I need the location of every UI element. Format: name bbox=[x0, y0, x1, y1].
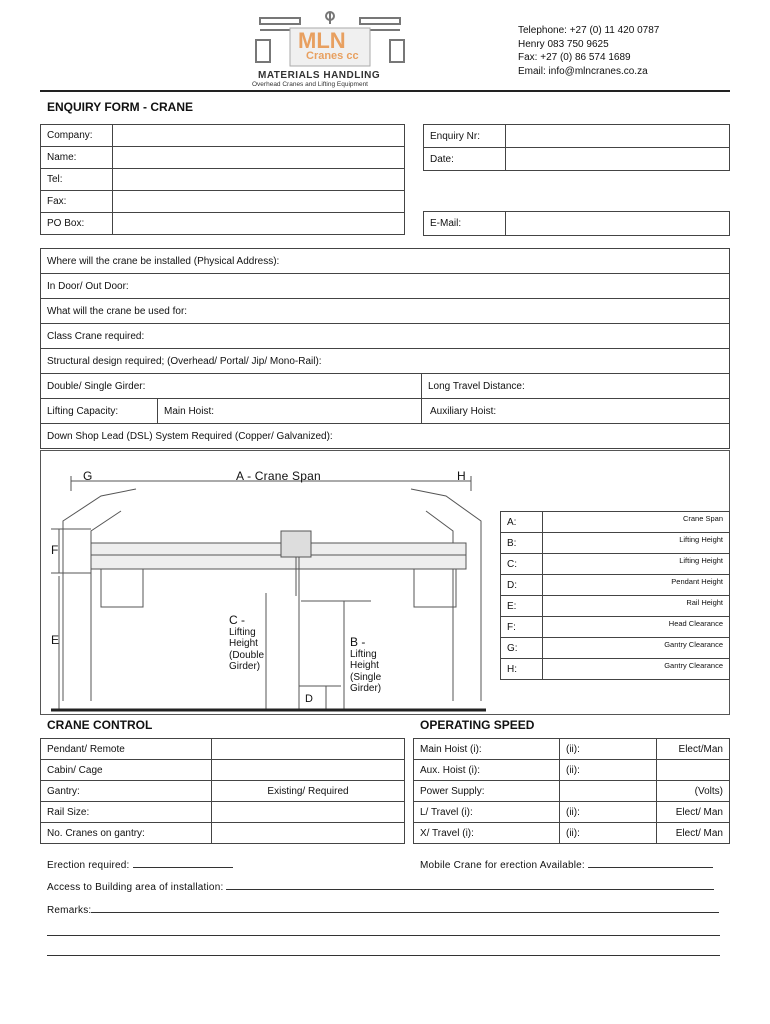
dimension-row bbox=[501, 533, 730, 554]
mobile-crane-label: Mobile Crane for erection Available: bbox=[420, 860, 588, 871]
dimension-field[interactable] bbox=[543, 659, 730, 680]
logo-mln-text: MLN bbox=[298, 28, 346, 53]
speed-mid: (ii): bbox=[566, 827, 580, 839]
speed-right-field[interactable] bbox=[657, 739, 730, 760]
crane-class-label: Class Crane required: bbox=[47, 330, 145, 342]
crane-control-row bbox=[41, 739, 405, 760]
dimension-key: E: bbox=[501, 596, 543, 617]
label-e: E bbox=[51, 633, 60, 647]
label-c-line1: Lifting bbox=[229, 626, 256, 638]
dimension-field[interactable] bbox=[543, 575, 730, 596]
access-building bbox=[47, 880, 714, 893]
aux-hoist-label: Auxiliary Hoist: bbox=[430, 405, 497, 417]
crane-control-row bbox=[41, 781, 405, 802]
dimension-field[interactable] bbox=[543, 554, 730, 575]
crane-control-row bbox=[41, 802, 405, 823]
label-c-line4: Girder) bbox=[229, 661, 261, 672]
operating-speed-heading: OPERATING SPEED bbox=[420, 718, 535, 732]
speed-row bbox=[414, 781, 730, 802]
dimension-desc: Lifting Height bbox=[679, 535, 723, 544]
dimension-key: B: bbox=[501, 533, 543, 554]
access-field[interactable] bbox=[226, 880, 714, 890]
dsl-field[interactable] bbox=[41, 424, 730, 449]
dimension-field[interactable] bbox=[543, 533, 730, 554]
email-text: Email: info@mlncranes.co.za bbox=[518, 65, 648, 77]
access-label: Access to Building area of installation: bbox=[47, 882, 227, 893]
crane-control-label: Pendant/ Remote bbox=[41, 739, 212, 760]
crane-class-field[interactable] bbox=[41, 324, 730, 349]
crane-details-table bbox=[40, 248, 730, 449]
dimension-key: F: bbox=[501, 617, 543, 638]
label-h: H bbox=[457, 469, 466, 483]
dimension-row bbox=[501, 554, 730, 575]
contact-row-label: Tel: bbox=[41, 169, 113, 191]
contact-row bbox=[41, 125, 405, 147]
crane-control-field[interactable] bbox=[212, 823, 405, 844]
aux-hoist-field[interactable] bbox=[422, 399, 730, 424]
label-b-line3: (Single bbox=[350, 671, 382, 683]
contact-row-field[interactable] bbox=[113, 125, 405, 147]
dimension-row bbox=[501, 512, 730, 533]
header-rule bbox=[40, 90, 730, 92]
speed-right-field[interactable] bbox=[657, 802, 730, 823]
label-f: F bbox=[51, 543, 59, 557]
label-g: G bbox=[83, 469, 93, 483]
dimension-desc: Pendant Height bbox=[671, 577, 723, 586]
main-hoist-label: Main Hoist: bbox=[164, 405, 215, 417]
structural-design-label: Structural design required; (Overhead/ Portal/ Jip/ Mono-Rail): bbox=[47, 355, 322, 367]
dimension-table bbox=[500, 511, 730, 680]
logo-sub-text: Cranes cc bbox=[306, 50, 359, 62]
company-logo bbox=[250, 10, 410, 90]
speed-mid-field[interactable] bbox=[560, 823, 657, 844]
contact-row bbox=[41, 191, 405, 213]
speed-mid-field[interactable] bbox=[560, 802, 657, 823]
crane-control-label: Gantry: bbox=[41, 781, 212, 802]
dimension-desc: Gantry Clearance bbox=[664, 640, 723, 649]
contact-row-field[interactable] bbox=[113, 169, 405, 191]
label-b: B - bbox=[350, 635, 366, 649]
remarks-label: Remarks: bbox=[47, 905, 92, 916]
dimension-row bbox=[501, 596, 730, 617]
crane-use-field[interactable] bbox=[41, 299, 730, 324]
dimension-row bbox=[501, 638, 730, 659]
email-label: E-Mail: bbox=[424, 212, 506, 236]
dimension-field[interactable] bbox=[543, 638, 730, 659]
dimension-desc: Crane Span bbox=[682, 514, 723, 523]
label-a: A - Crane Span bbox=[236, 469, 321, 483]
label-c: C - bbox=[229, 613, 245, 627]
gantry-value: Existing/ Required bbox=[267, 785, 349, 797]
crane-control-field[interactable] bbox=[212, 739, 405, 760]
label-c-line3: (Double bbox=[229, 649, 265, 661]
speed-row bbox=[414, 823, 730, 844]
indoor-outdoor-field[interactable] bbox=[41, 274, 730, 299]
speed-label: Main Hoist (i): bbox=[414, 739, 560, 760]
enquiry-info-table bbox=[423, 124, 730, 171]
operating-speed-table bbox=[413, 738, 730, 844]
crane-control-field[interactable] bbox=[212, 802, 405, 823]
contact-row-field[interactable] bbox=[113, 191, 405, 213]
structural-design-field[interactable] bbox=[41, 349, 730, 374]
speed-row bbox=[414, 739, 730, 760]
install-address-field[interactable] bbox=[41, 249, 730, 274]
label-c-block bbox=[229, 615, 264, 673]
dimension-desc: Rail Height bbox=[686, 598, 723, 607]
dimension-desc: Gantry Clearance bbox=[664, 661, 723, 670]
label-d: D bbox=[305, 693, 314, 705]
contact-row-label: Name: bbox=[41, 147, 113, 169]
speed-right-field[interactable] bbox=[657, 823, 730, 844]
telephone-text: Telephone: +27 (0) 11 420 0787 bbox=[518, 25, 660, 36]
long-travel-label: Long Travel Distance: bbox=[428, 380, 525, 392]
dimension-key: H: bbox=[501, 659, 543, 680]
speed-label: X/ Travel (i): bbox=[414, 823, 560, 844]
contact-row bbox=[41, 169, 405, 191]
crane-control-label: Cabin/ Cage bbox=[41, 760, 212, 781]
indoor-outdoor-label: In Door/ Out Door: bbox=[47, 280, 129, 292]
girder-label: Double/ Single Girder: bbox=[47, 380, 146, 392]
remarks-line-3[interactable] bbox=[47, 955, 720, 956]
crane-use-label: What will the crane be used for: bbox=[47, 305, 188, 317]
label-c-line2: Height bbox=[229, 638, 258, 649]
contact-row-field[interactable] bbox=[113, 213, 405, 235]
date-label: Date: bbox=[424, 148, 506, 171]
erection-required bbox=[47, 858, 233, 871]
label-b-line1: Lifting bbox=[350, 648, 377, 660]
long-travel-field[interactable] bbox=[422, 374, 730, 399]
mobile-crane-field[interactable] bbox=[588, 858, 713, 868]
dimension-desc: Lifting Height bbox=[679, 556, 723, 565]
speed-right: Elect/ Man bbox=[675, 806, 723, 818]
mobile-crane bbox=[420, 858, 713, 871]
contact-info-table bbox=[40, 124, 405, 235]
remarks-line-2[interactable] bbox=[47, 935, 720, 936]
speed-right: (Volts) bbox=[694, 785, 723, 797]
crane-drawing bbox=[41, 451, 501, 714]
enquiry-nr-label: Enquiry Nr: bbox=[424, 125, 506, 148]
label-b-block bbox=[350, 637, 381, 695]
dimension-row bbox=[501, 575, 730, 596]
dimension-field[interactable] bbox=[543, 596, 730, 617]
crane-control-row bbox=[41, 760, 405, 781]
contact-row bbox=[41, 213, 405, 235]
speed-right-field[interactable] bbox=[657, 781, 730, 802]
crane-control-field[interactable] bbox=[212, 781, 405, 802]
install-address-label: Where will the crane be installed (Physical Address): bbox=[47, 255, 280, 267]
contact-row-label: Company: bbox=[41, 125, 113, 147]
label-b-line4: Girder) bbox=[350, 683, 382, 694]
erection-label: Erection required: bbox=[47, 860, 133, 871]
form-title: ENQUIRY FORM - CRANE bbox=[47, 100, 194, 114]
crane-control-field[interactable] bbox=[212, 760, 405, 781]
speed-mid-field[interactable] bbox=[560, 781, 657, 802]
speed-mid-field[interactable] bbox=[560, 739, 657, 760]
contact-row-label: PO Box: bbox=[41, 213, 113, 235]
speed-right: Elect/ Man bbox=[675, 827, 723, 839]
dimension-key: A: bbox=[501, 512, 543, 533]
speed-mid: (ii): bbox=[566, 806, 580, 818]
email-table bbox=[423, 211, 730, 236]
dimension-row bbox=[501, 659, 730, 680]
fax-text: Fax: +27 (0) 86 574 1689 bbox=[518, 52, 631, 63]
contact-row-label: Fax: bbox=[41, 191, 113, 213]
lifting-capacity-label: Lifting Capacity: bbox=[41, 399, 158, 424]
crane-control-row bbox=[41, 823, 405, 844]
dimension-key: C: bbox=[501, 554, 543, 575]
speed-label: L/ Travel (i): bbox=[414, 802, 560, 823]
crane-control-label: No. Cranes on gantry: bbox=[41, 823, 212, 844]
speed-row bbox=[414, 802, 730, 823]
speed-label: Aux. Hoist (i): bbox=[414, 760, 560, 781]
speed-mid: (ii): bbox=[566, 743, 580, 755]
speed-right-field[interactable] bbox=[657, 760, 730, 781]
enquiry-nr-field[interactable] bbox=[506, 125, 730, 148]
henry-phone-text: Henry 083 750 9625 bbox=[518, 38, 609, 50]
crane-control-heading: CRANE CONTROL bbox=[47, 718, 153, 732]
speed-right: Elect/Man bbox=[678, 743, 723, 755]
speed-label: Power Supply: bbox=[414, 781, 560, 802]
remarks bbox=[47, 903, 719, 916]
dimension-field[interactable] bbox=[543, 617, 730, 638]
label-b-line2: Height bbox=[350, 660, 379, 671]
dsl-label: Down Shop Lead (DSL) System Required (Copper/ Galvanized): bbox=[47, 430, 333, 442]
main-hoist-field[interactable] bbox=[158, 399, 422, 424]
erection-field[interactable] bbox=[133, 858, 233, 868]
speed-mid-field[interactable] bbox=[560, 760, 657, 781]
logo-line1: MATERIALS HANDLING bbox=[258, 70, 381, 81]
dimension-key: D: bbox=[501, 575, 543, 596]
speed-row bbox=[414, 760, 730, 781]
contact-row-field[interactable] bbox=[113, 147, 405, 169]
speed-mid: (ii): bbox=[566, 764, 580, 776]
dimension-field[interactable] bbox=[543, 512, 730, 533]
dimension-row bbox=[501, 617, 730, 638]
dimension-desc: Head Clearance bbox=[668, 619, 723, 628]
contact-row bbox=[41, 147, 405, 169]
girder-field[interactable] bbox=[41, 374, 422, 399]
date-field[interactable] bbox=[506, 148, 730, 171]
email-field[interactable] bbox=[506, 212, 730, 236]
dimension-key: G: bbox=[501, 638, 543, 659]
remarks-field[interactable] bbox=[91, 903, 719, 913]
contact-block bbox=[518, 24, 659, 78]
crane-control-table bbox=[40, 738, 405, 844]
crane-control-label: Rail Size: bbox=[41, 802, 212, 823]
logo-line2: Overhead Cranes and Lifting Equipment bbox=[252, 81, 368, 88]
